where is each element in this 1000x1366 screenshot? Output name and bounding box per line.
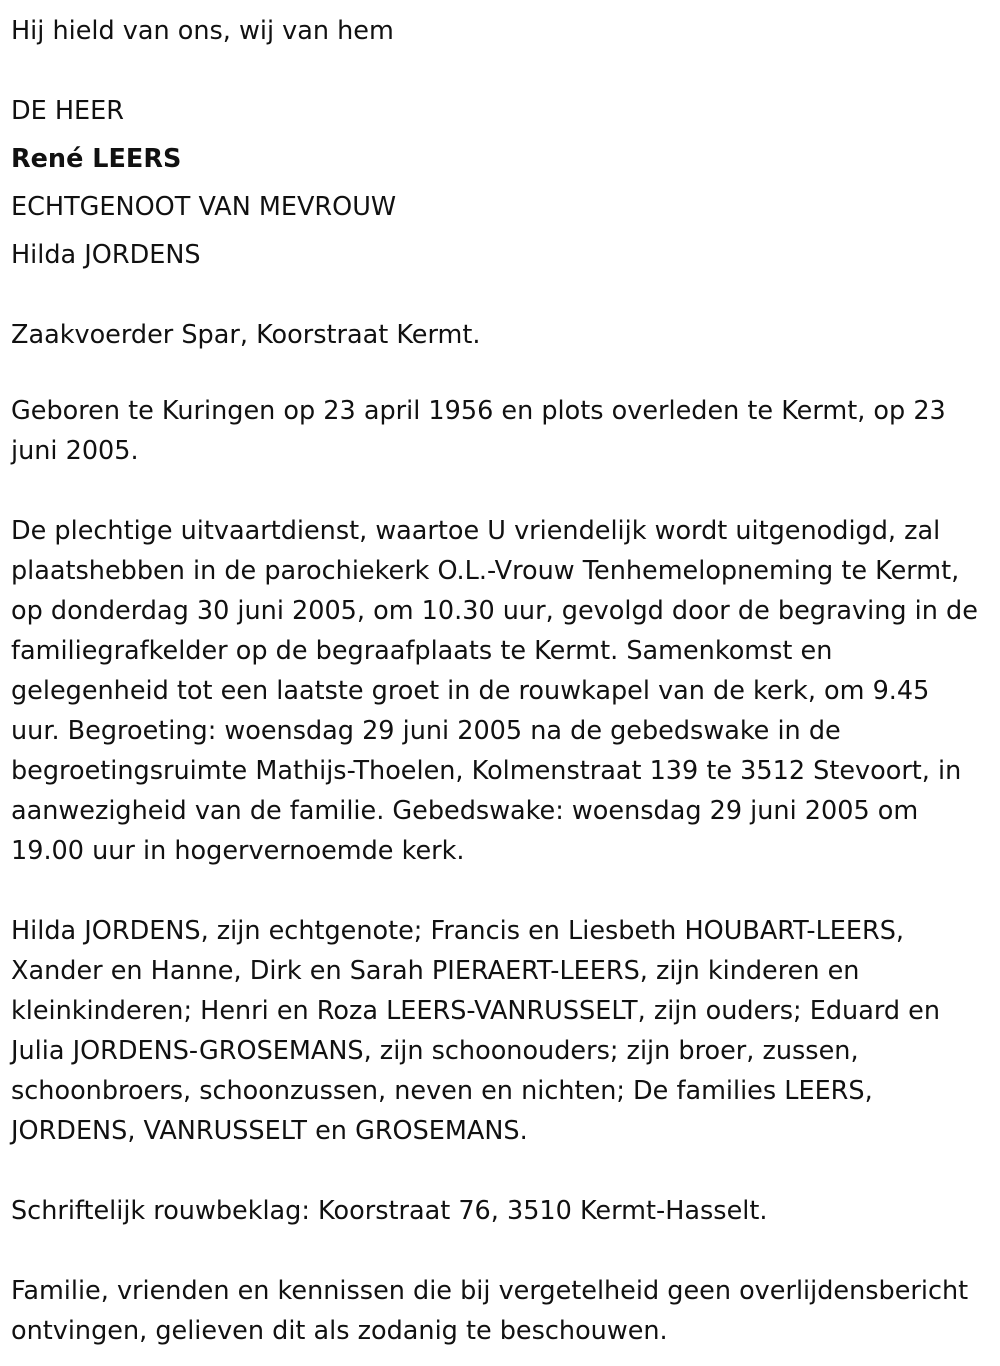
family-paragraph: Hilda JORDENS, zijn echtgenote; Francis en Liesbeth HOUBART-LEERS, Xander en Hanne, Dirk en Sarah PIERAERT-LEERS, zijn kinderen en kleinkinderen; Henri en Roza LEERS-VANRUSSELT, zijn ouders; Eduard en Julia JORDENS-GROSEMANS, zijn schoonouders; zijn broer, zussen, schoonbroers, schoonzussen, neven en nichten; De families LEERS, JORDENS, VANRUSSELT en GROSEMANS.	[11, 916, 941, 1146]
funeral-paragraph: De plechtige uitvaartdienst, waartoe U vriendelijk wordt uitgenodigd, zal plaatshebben in de parochiekerk O.L.-Vrouw Tenhemelopneming te Kermt, op donderdag 30 juni 2005, om 10.30 uur, gevolgd door de begraving in de familiegrafkelder op de begraafplaats te Kermt. Samenkomst en gelegenheid tot een laatste groet in de rouwkapel van de kerk, om 9.45 uur. Begroeting: woensdag 29 juni 2005 na de gebedswake in de begroetingsruimte Mathijs-Thoelen, Kolmenstraat 139 te 3512 Stevoort, in aanwezigheid van de familie. Gebedswake: woensdag 29 juni 2005 om 19.00 uur in hogervernoemde kerk.	[11, 516, 978, 866]
closing-paragraph: Familie, vrienden en kennissen die bij vergetelheid geen overlijdensbericht ontvingen, gelieven dit als zodanig te beschouwen.	[11, 1276, 969, 1346]
birth-death-paragraph: Geboren te Kuringen op 23 april 1956 en plots overleden te Kermt, op 23 juni 2005.	[11, 396, 946, 466]
occupation: Zaakvoerder Spar, Koorstraat Kermt.	[11, 320, 481, 350]
title-prefix: DE HEER	[11, 96, 124, 126]
deceased-name: René LEERS	[11, 144, 182, 174]
spouse-name: Hilda JORDENS	[11, 240, 201, 270]
motto: Hij hield van ons, wij van hem	[11, 16, 394, 46]
condolence-address: Schriftelijk rouwbeklag: Koorstraat 76, 3510 Kermt-Hasselt.	[11, 1196, 768, 1226]
spouse-label: ECHTGENOOT VAN MEVROUW	[11, 192, 397, 222]
